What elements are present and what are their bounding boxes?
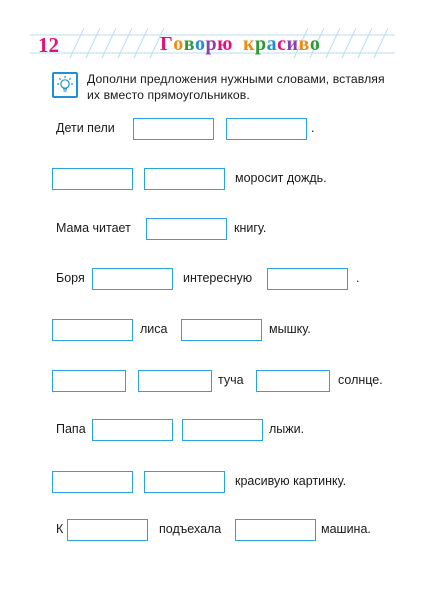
sentence-word: моросит дождь. bbox=[235, 171, 327, 185]
answer-box[interactable] bbox=[52, 471, 133, 493]
sentence-word: интересную bbox=[183, 271, 253, 285]
title-letter: и bbox=[286, 33, 299, 55]
title-letter: а bbox=[266, 33, 278, 55]
sentence-word: красивую картинку. bbox=[235, 474, 347, 488]
answer-box[interactable] bbox=[235, 519, 316, 541]
sentence-word: Папа bbox=[56, 422, 86, 436]
answer-box[interactable] bbox=[52, 168, 133, 190]
title-letter: р bbox=[255, 33, 267, 55]
answer-box[interactable] bbox=[138, 370, 212, 392]
sentence-word: Дети пели bbox=[56, 121, 115, 135]
sentence-word: книгу. bbox=[234, 221, 267, 235]
instruction-text: Дополни предложения нужными словами, вставляя их вместо прямоугольников. bbox=[87, 72, 385, 102]
sentence-word: лыжи. bbox=[269, 422, 305, 436]
answer-box[interactable] bbox=[52, 319, 133, 341]
sentence-word: Боря bbox=[56, 271, 85, 285]
page-number: 12 bbox=[38, 33, 59, 57]
answer-box[interactable] bbox=[67, 519, 148, 541]
title-letter: о bbox=[309, 33, 321, 55]
sentence-word: машина. bbox=[321, 522, 371, 536]
answer-box[interactable] bbox=[52, 370, 126, 392]
page-title bbox=[160, 33, 330, 56]
title-letter: с bbox=[277, 33, 287, 55]
sentence-word: подъехала bbox=[159, 522, 222, 536]
sentence-word: . bbox=[311, 121, 315, 135]
sentence-word: К bbox=[56, 522, 64, 536]
answer-box[interactable] bbox=[146, 218, 227, 240]
title-letter: р bbox=[205, 33, 218, 55]
answer-box[interactable] bbox=[92, 419, 173, 441]
title-letter: Г bbox=[160, 33, 174, 55]
title-letter: к bbox=[242, 33, 255, 55]
title-letter: о bbox=[173, 33, 184, 55]
answer-box[interactable] bbox=[226, 118, 307, 140]
sentence-word: туча bbox=[218, 373, 244, 387]
answer-box[interactable] bbox=[256, 370, 330, 392]
lightbulb-icon bbox=[52, 72, 78, 98]
answer-box[interactable] bbox=[267, 268, 348, 290]
answer-box[interactable] bbox=[181, 319, 262, 341]
answer-box[interactable] bbox=[92, 268, 173, 290]
title-word bbox=[243, 33, 320, 56]
sentence-word: Мама читает bbox=[56, 221, 131, 235]
answer-box[interactable] bbox=[144, 471, 225, 493]
title-letter: в bbox=[298, 33, 310, 55]
title-letter: о bbox=[195, 33, 206, 55]
title-letter: в bbox=[183, 33, 196, 55]
sentence-word: мышку. bbox=[269, 322, 311, 336]
answer-box[interactable] bbox=[133, 118, 214, 140]
title-letter: ю bbox=[217, 33, 233, 55]
title-word bbox=[160, 33, 233, 56]
page-header bbox=[0, 0, 422, 64]
answer-box[interactable] bbox=[144, 168, 225, 190]
sentence-word: лиса bbox=[140, 322, 168, 336]
sentence-word: солнце. bbox=[338, 373, 383, 387]
sentence-word: . bbox=[356, 271, 360, 285]
answer-box[interactable] bbox=[182, 419, 263, 441]
